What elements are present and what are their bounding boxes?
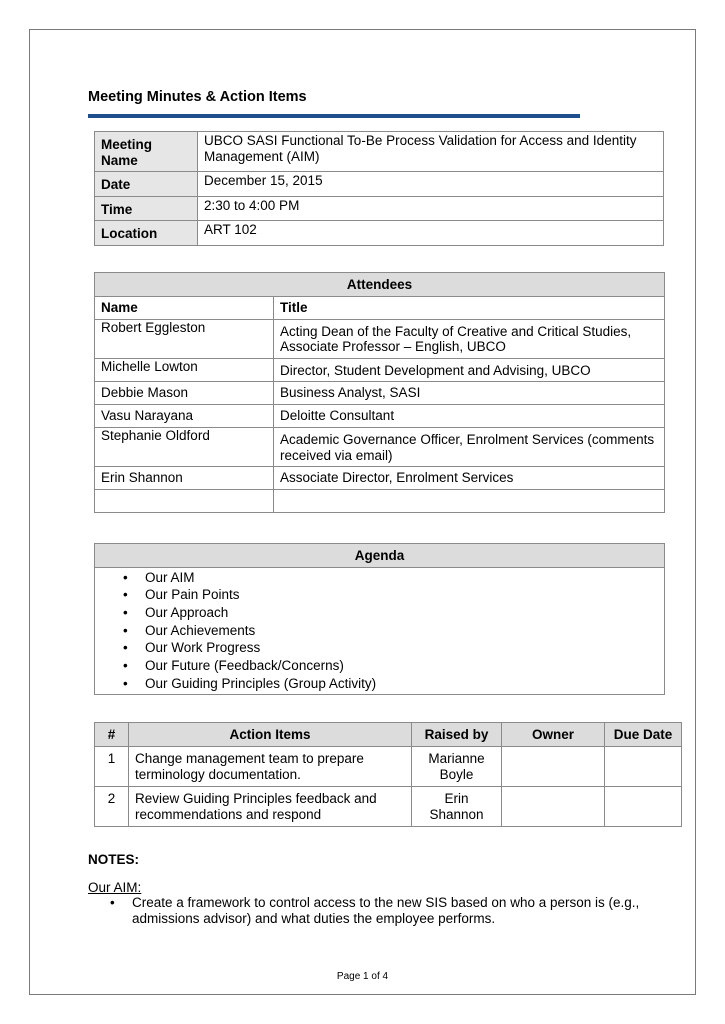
date-value: December 15, 2015: [198, 172, 664, 197]
attendees-title-header: Title: [274, 296, 665, 319]
attendee-name: Robert Eggleston: [95, 319, 274, 358]
attendee-name: Erin Shannon: [95, 467, 274, 490]
meeting-name-value: UBCO SASI Functional To-Be Process Validation for Access and Identity Management (AIM): [198, 132, 664, 172]
bullet-icon: •: [123, 657, 128, 673]
agenda-item-label: Our Future (Feedback/Concerns): [145, 657, 344, 673]
agenda-item-label: Our Approach: [145, 604, 229, 620]
bullet-icon: •: [123, 622, 128, 638]
agenda-list: [95, 569, 664, 693]
location-value: ART 102: [198, 221, 664, 246]
action-text: Change management team to prepare terminology documentation.: [129, 747, 412, 787]
attendee-name: Michelle Lowton: [95, 358, 274, 382]
list-item: [95, 586, 664, 604]
aim-item: Create a framework to control access to the new SIS based on who a person is (e.g., admissions advisor) and what duties the employee performs.: [132, 895, 640, 926]
attendee-title: Business Analyst, SASI: [274, 382, 665, 405]
aim-heading: Our AIM:: [88, 880, 142, 895]
table-row: [95, 490, 665, 513]
meeting-info-row: [95, 132, 664, 172]
agenda-item-label: Our AIM: [145, 569, 195, 585]
agenda-item-label: Our Achievements: [145, 622, 256, 638]
table-row: [95, 428, 665, 467]
action-num: 2: [95, 787, 129, 827]
bullet-icon: •: [110, 895, 115, 910]
agenda-table: [94, 543, 665, 695]
attendee-name: Stephanie Oldford: [95, 428, 274, 467]
location-label: Location: [95, 221, 198, 246]
list-item: [95, 639, 664, 657]
attendees-caption: Attendees: [95, 273, 665, 297]
agenda-item-label: Our Work Progress: [145, 640, 261, 656]
attendee-title: [274, 490, 665, 513]
table-row: [95, 405, 665, 428]
time-value: 2:30 to 4:00 PM: [198, 196, 664, 221]
meeting-name-label: Meeting Name: [95, 132, 198, 172]
list-item: [95, 657, 664, 675]
attendee-title: Director, Student Development and Advising, UBCO: [274, 358, 665, 382]
list-item: [95, 622, 664, 640]
meeting-info-row: [95, 221, 664, 246]
attendee-title: Deloitte Consultant: [274, 405, 665, 428]
table-row: [95, 319, 665, 358]
bullet-icon: •: [123, 640, 128, 656]
action-due-date: [605, 787, 682, 827]
attendee-title: Associate Director, Enrolment Services: [274, 467, 665, 490]
time-label: Time: [95, 196, 198, 221]
attendees-name-header: Name: [95, 296, 274, 319]
attendee-name: Debbie Mason: [95, 382, 274, 405]
date-label: Date: [95, 172, 198, 197]
document-title: Meeting Minutes & Action Items: [88, 89, 307, 105]
action-num: 1: [95, 747, 129, 787]
agenda-item-label: Our Pain Points: [145, 587, 240, 603]
table-row: [95, 467, 665, 490]
attendee-title: Academic Governance Officer, Enrolment Services (comments received via email): [274, 428, 665, 467]
action-owner: [502, 747, 605, 787]
raised-by-header: Raised by: [412, 723, 502, 747]
due-date-header: Due Date: [605, 723, 682, 747]
bullet-icon: •: [123, 604, 128, 620]
meeting-info-row: [95, 196, 664, 221]
bullet-icon: •: [123, 569, 128, 585]
page-footer: Page 1 of 4: [336, 971, 389, 982]
list-item: [95, 604, 664, 622]
num-header: #: [95, 723, 129, 747]
agenda-cell: [95, 567, 665, 695]
meeting-info-row: [95, 172, 664, 197]
meeting-info-table: [94, 131, 664, 246]
action-owner: [502, 787, 605, 827]
attendee-name: [95, 490, 274, 513]
title-rule: [88, 114, 580, 118]
attendee-name: Vasu Narayana: [95, 405, 274, 428]
bullet-icon: •: [123, 587, 128, 603]
action-raised-by: Marianne Boyle: [412, 747, 502, 787]
table-row: [95, 358, 665, 382]
action-items-table: [94, 722, 682, 827]
notes-heading: NOTES:: [88, 852, 140, 867]
attendees-table: [94, 272, 665, 513]
table-row: [95, 747, 682, 787]
list-item: [95, 569, 664, 587]
action-text: Review Guiding Principles feedback and recommendations and respond: [129, 787, 412, 827]
agenda-caption: Agenda: [95, 544, 665, 568]
action-raised-by: Erin Shannon: [412, 787, 502, 827]
action-due-date: [605, 747, 682, 787]
table-row: [95, 382, 665, 405]
table-row: [95, 787, 682, 827]
bullet-icon: •: [123, 675, 128, 691]
owner-header: Owner: [502, 723, 605, 747]
aim-list: [110, 895, 670, 927]
list-item: [95, 675, 664, 693]
action-items-header: Action Items: [129, 723, 412, 747]
attendee-title: Acting Dean of the Faculty of Creative and Critical Studies, Associate Professor – English, UBCO: [274, 319, 665, 358]
agenda-item-label: Our Guiding Principles (Group Activity): [145, 675, 377, 691]
